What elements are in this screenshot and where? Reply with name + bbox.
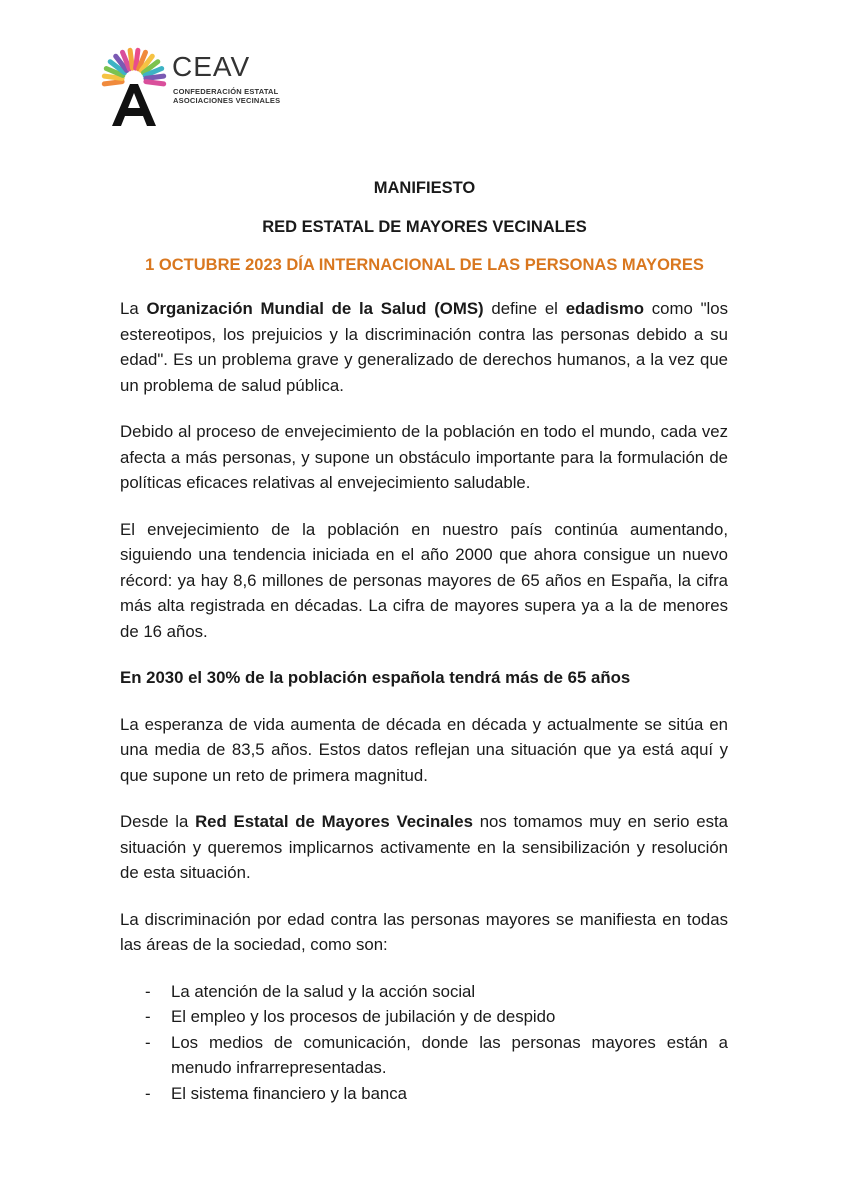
discrimination-areas-list — [120, 979, 728, 1107]
ceav-logo-mark-icon — [100, 40, 170, 130]
paragraph-4-highlight: En 2030 el 30% de la población española tendrá más de 65 años — [120, 668, 631, 687]
logo-name: CEAV — [172, 51, 251, 82]
p6-text-1: Desde la — [120, 812, 196, 831]
list-item — [120, 1004, 728, 1030]
paragraph-5: La esperanza de vida aumenta de década en década y actualmente se sitúa en una media de 83,5 años. Estos datos reflejan una situación que ya está aquí y que supone un reto de primera magnitud. — [120, 714, 728, 785]
p1-text-2: define el — [483, 299, 566, 318]
list-dash: - — [145, 1007, 151, 1026]
document-subtitle: RED ESTATAL DE MAYORES VECINALES — [262, 218, 587, 236]
paragraph-2: Debido al proceso de envejecimiento de la población en todo el mundo, cada vez afecta a más personas, y supone un obstáculo importante para la formulación de políticas eficaces relativas al envejecimiento saludable. — [120, 422, 728, 492]
p1-bold-oms: Organización Mundial de la Salud (OMS) — [146, 299, 484, 318]
logo-ray — [104, 82, 122, 84]
list-item-text: Los medios de comunicación, donde las personas mayores están a menudo infrarrepresentadas. — [171, 1032, 728, 1077]
paragraph-3: El envejecimiento de la población en nuestro país continúa aumentando, siguiendo una tendencia iniciada en el año 2000 que ahora consigue un nuevo récord: ya hay 8,6 millones de personas mayores de 65 años en España, la cifra más alta registrada en décadas. La cifra de mayores supera ya a la de menores de 16 años. — [120, 519, 728, 641]
p1-bold-edadismo: edadismo — [565, 299, 645, 318]
logo-subtitle-line2: ASOCIACIONES VECINALES — [173, 96, 281, 105]
logo-ray — [146, 76, 164, 78]
logo-ray — [130, 50, 132, 68]
p6-bold-red-estatal: Red Estatal de Mayores Vecinales — [195, 812, 473, 831]
list-dash: - — [145, 981, 151, 1001]
list-item — [120, 1030, 728, 1081]
list-item — [120, 1081, 728, 1107]
logo-ray — [146, 82, 164, 84]
logo-subtitle-line1: CONFEDERACIÓN ESTATAL — [173, 87, 279, 96]
p6-text-2: nos tomamos muy en serio esta situación y queremos implicarnos activamente en la sensibilización y resolución de esta situación. — [120, 812, 728, 882]
p1-text-1: La — [120, 299, 147, 318]
list-dash: - — [145, 1032, 151, 1052]
list-item-text: El empleo y los procesos de jubilación y de despido — [171, 1007, 556, 1026]
p1-text-3: como "los estereotipos, los prejuicios y la discriminación contra las personas debido a su edad". Es un problema grave y generalizado de derechos humanos, a la vez que un problema de salud pública. — [120, 299, 728, 395]
list-item-text: La atención de la salud y la acción social — [171, 981, 476, 1001]
document-body — [120, 296, 728, 1106]
document-title: MANIFIESTO — [373, 179, 476, 197]
ceav-logo — [100, 40, 290, 135]
list-item — [120, 979, 728, 1005]
paragraph-6 — [120, 809, 728, 886]
paragraph-7: La discriminación por edad contra las personas mayores se manifiesta en todas las áreas de la sociedad, como son: — [120, 909, 728, 954]
list-dash: - — [145, 1083, 151, 1103]
document-date-line: 1 OCTUBRE 2023 DÍA INTERNACIONAL DE LAS PERSONAS MAYORES — [145, 256, 704, 274]
paragraph-1 — [120, 296, 728, 398]
list-item-text: El sistema financiero y la banca — [171, 1083, 407, 1103]
